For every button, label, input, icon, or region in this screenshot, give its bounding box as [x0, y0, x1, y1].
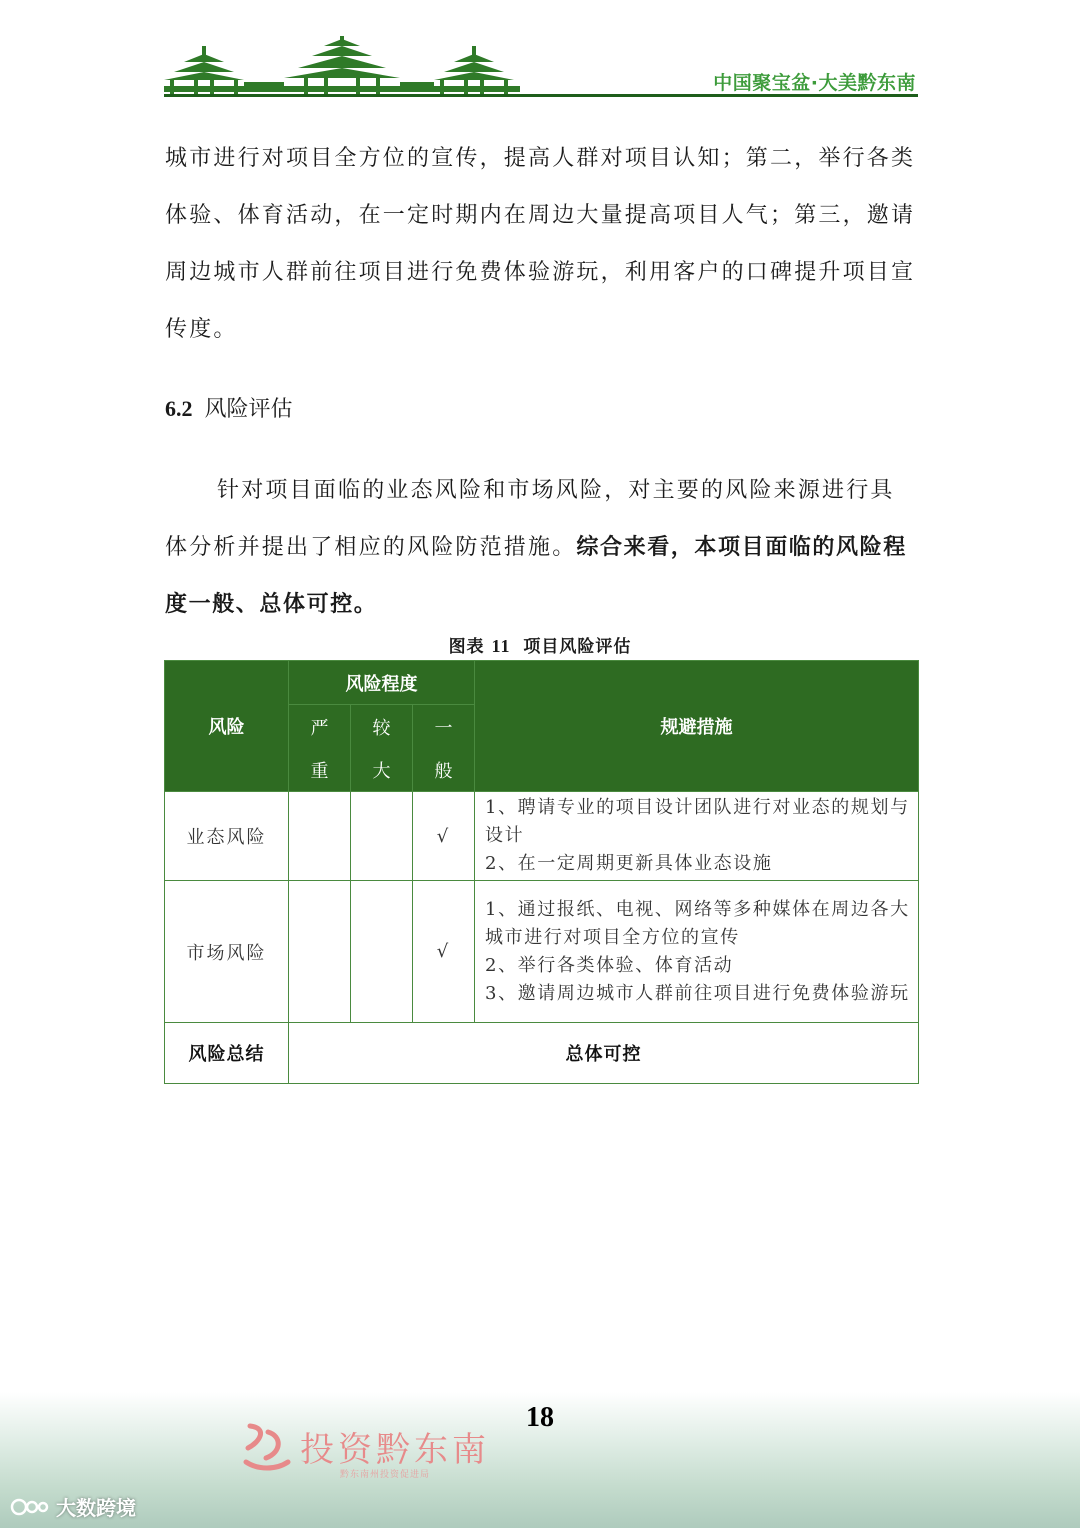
brand-logo-icon [238, 1418, 294, 1474]
section-heading [165, 392, 293, 423]
watermark [10, 1492, 136, 1521]
risk-assessment-table [164, 660, 919, 1084]
column-header-severe [289, 705, 351, 792]
section-title-text: 风险评估 [204, 397, 293, 422]
row-severe-mark [289, 792, 351, 881]
row-risk-name: 市场风险 [165, 881, 289, 1023]
row-risk-name: 业态风险 [165, 792, 289, 881]
row-measures [475, 792, 919, 881]
column-header-degree: 风险程度 [289, 661, 475, 705]
body-paragraph-2 [165, 462, 917, 633]
header-major-line-1: 较 [372, 717, 391, 739]
paragraph-2-bold: 综合来看，本项目面临的风险程度一般、总体可控。 [165, 535, 907, 617]
row-severe-mark [289, 881, 351, 1023]
measure-item: 2、举行各类体验、体育活动 [485, 954, 734, 976]
table-row [165, 792, 919, 881]
footer-brand: 投资黔东南 [300, 1430, 490, 1470]
column-header-measures: 规避措施 [475, 661, 919, 792]
caption-label: 图表 [448, 637, 485, 657]
paragraph-2-normal: 针对项目面临的业态风险和市场风险，对主要的风险来源进行具体分析并提出了相应的风险防范措施。 [165, 478, 895, 560]
footer-tagline: 黔东南州投资促进局 [340, 1470, 431, 1480]
watermark-logo-icon [10, 1496, 50, 1518]
table-row [165, 881, 919, 1023]
column-header-normal [413, 705, 475, 792]
caption-number: 11 [491, 636, 511, 656]
row-major-mark [351, 881, 413, 1023]
page-number: 18 [526, 1402, 554, 1433]
pavilion-banner-icon [164, 36, 524, 98]
section-number: 6.2 [165, 396, 193, 421]
row-measures [475, 881, 919, 1023]
table-caption [0, 632, 1080, 657]
measure-item: 3、邀请周边城市人群前往项目进行免费体验游玩 [485, 982, 910, 1004]
column-header-risk: 风险 [165, 661, 289, 792]
header-severe-line-2: 重 [310, 760, 329, 782]
header-normal-line-1: 一 [434, 717, 453, 739]
row-normal-mark: √ [413, 792, 475, 881]
header-slogan: 中国聚宝盆·大美黔东南 [713, 72, 916, 94]
summary-value: 总体可控 [289, 1023, 919, 1084]
watermark-text: 大数跨境 [56, 1496, 136, 1520]
measure-item: 1、通过报纸、电视、网络等多种媒体在周边各大城市进行对项目全方位的宣传 [485, 898, 910, 948]
measure-item: 2、在一定周期更新具体业态设施 [485, 853, 773, 874]
header-major-line-2: 大 [372, 760, 391, 782]
page-header [164, 30, 918, 100]
summary-row [165, 1023, 919, 1084]
summary-label: 风险总结 [165, 1023, 289, 1084]
header-divider [164, 94, 918, 97]
caption-title: 项目风险评估 [523, 637, 632, 657]
header-normal-line-2: 般 [434, 760, 453, 782]
body-paragraph-1: 城市进行对项目全方位的宣传，提高人群对项目认知；第二，举行各类体验、体育活动，在一定时期内在周边大量提高项目人气；第三，邀请周边城市人群前往项目进行免费体验游玩，利用客户的口碑提升项目宣传度。 [165, 146, 916, 342]
measure-item: 1、聘请专业的项目设计团队进行对业态的规划与设计 [485, 797, 910, 846]
row-normal-mark: √ [413, 881, 475, 1023]
header-severe-line-1: 严 [310, 717, 329, 739]
column-header-major [351, 705, 413, 792]
row-major-mark [351, 792, 413, 881]
